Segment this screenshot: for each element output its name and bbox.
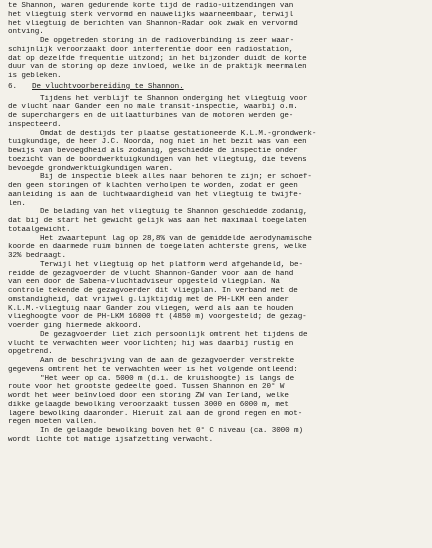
text-line: gegevens omtrent het te verwachten weer is het volgende ontleend: — [8, 365, 298, 374]
text-line: inspecteerd. — [8, 120, 62, 129]
text-line: de vlucht naar Gander een no male transit-inspectie, waarbij o.m. — [8, 103, 298, 112]
text-line: Aan de beschrijving van de aan de gezagvoerder verstrekte — [40, 357, 295, 365]
text-line: de superchargers en de uitlaatturbines van de motoren werden ge- — [8, 112, 294, 120]
paragraph — [8, 331, 424, 357]
paragraph — [8, 37, 424, 81]
paragraph — [8, 173, 424, 208]
text-line: voerder ging hiermede akkoord. — [8, 322, 142, 330]
text-line: dikke gelaagde bewolking veroorzaakt tussen 3000 en 6000 m, met — [8, 400, 289, 409]
text-line: omstandigheid, dat vrijwel g.lijktijdig met de PH-LKM een ander — [8, 295, 289, 304]
text-line: lagere bewolking daaronder. Hieruit zal aan de grond regen en mot- — [8, 409, 303, 418]
text-line: Het zwaartepunt lag op 28,8% van de gemiddelde aerodynamische — [40, 234, 312, 243]
text-line: totaalgewicht. — [8, 225, 71, 234]
text-line: vlieghoogte voor de PH-LKM 16000 ft (4850 m) voorgesteld; de gezag- — [8, 313, 307, 322]
paragraph — [8, 95, 424, 130]
text-line: den geen storingen of klachten verholpen te worden, zodat er geen — [8, 182, 298, 190]
section-number: 6. — [8, 82, 17, 91]
paragraph — [8, 235, 424, 261]
text-line: De belading van het vliegtuig te Shannon geschiedde zodanig, — [40, 208, 308, 217]
text-line: dat op dezelfde frequentie uitzond; in het bijzonder duidt de korte — [8, 54, 307, 63]
text-line: Bij de inspectie bleek alles naar behoren te zijn; er schoef- — [40, 173, 312, 182]
text-line: Omdat de destijds ter plaatse gestationeerde K.L.M.-grondwerk- — [40, 129, 317, 138]
text-line: ontving. — [8, 28, 44, 37]
section-title: De vluchtvoorbereiding te Shannon. — [32, 82, 184, 91]
text-line: len. — [8, 199, 26, 208]
text-line: 32% bedraagt. — [8, 252, 66, 260]
text-line: van een door de Sabena-vluchtadviseur opgesteld vliegplan. Na — [8, 278, 280, 287]
text-line: opgetrend. — [8, 348, 53, 357]
text-line: reidde de gezagvoerder de vlucht Shannon-Gander voor aan de hand — [8, 269, 294, 278]
text-line: dat bij de start het gewicht gelijk was aan het maximaal toegelaten — [8, 217, 307, 225]
text-line: bewijs van bevoegdheid als zodanig, geschiedde de inspectie onder — [8, 147, 298, 155]
text-line: wordt het weer beïnvloed door een storing ZW van Ierland, welke — [8, 392, 289, 400]
paragraph — [8, 375, 424, 428]
text-line: duur van de storing op deze invloed, welke in de praktijk meermalen — [8, 63, 307, 72]
text-line: bevoegde grondwerktuigkundigen waren. — [8, 164, 173, 173]
text-line: regen moeten vallen. — [8, 418, 98, 427]
text-line: K.L.M.-vliegtuig naar Gander zou vliegen, werd als aan te houden — [8, 304, 294, 313]
section-body — [8, 95, 424, 445]
text-line: toezicht van de boordwerktuigkundigen van het vliegtuig, die tevens — [8, 155, 307, 164]
text-line: controle tekende de gezagvoerder dit vliegplan. In verband met de — [8, 287, 298, 295]
text-line: is gebleken. — [8, 72, 62, 80]
text-line: "Het weer op ca. 5000 m (d.i. de kruishoogte) is langs de — [40, 374, 295, 383]
text-line: tuigkundige, de heer J.C. Noorda, nog niet in het bezit was van een — [8, 138, 307, 147]
text-line: aanleiding is aan de luchtwaardigheid van het vliegtuig te twijfe- — [8, 190, 303, 199]
paragraph — [8, 130, 424, 174]
text-line: De gezagvoerder liet zich persoonlijk omtrent het tijdens de — [40, 330, 308, 339]
text-line: De opgetreden storing in de radioverbinding is zeer waar- — [40, 37, 295, 45]
text-line: te Shannon, waren gedurende korte tijd de radio-uitzendingen van — [8, 2, 294, 10]
text-line: wordt lichte tot matige ijsafzetting verwacht. — [8, 435, 214, 444]
text-line: Tijdens het verblijf te Shannon onderging het vliegtuig voor — [40, 94, 308, 103]
text-line: vlucht te verwachten weer voorlichten; hij was daarbij rustig en — [8, 339, 294, 348]
paragraph — [8, 208, 424, 234]
text-line: schijnlijk veroorzaakt door interferentie door een radiostation, — [8, 45, 294, 54]
paragraph — [8, 427, 424, 445]
paragraph — [8, 357, 424, 375]
text-line: het vliegtuig sterk vervormd en nauwelijks waarneembaar, terwijl — [8, 10, 294, 19]
text-line: Terwijl het vliegtuig op het platform werd afgehandeld, be- — [40, 260, 303, 269]
section-heading — [8, 83, 424, 92]
intro-paragraphs — [8, 2, 424, 81]
paragraph — [8, 261, 424, 331]
text-line: koorde en daarmede ruim binnen de toegelaten achterste grens, welke — [8, 243, 307, 252]
text-line: het vliegtuig de berichten van Shannon-Radar ook zwak en vervormd — [8, 19, 298, 28]
text-line: In de gelaagde bewolking boven het 0° C niveau (ca. 3000 m) — [40, 427, 303, 435]
text-line: route voor het grootste gedeelte goed. Tussen Shannon en 20° W — [8, 383, 285, 392]
paragraph — [8, 2, 424, 37]
